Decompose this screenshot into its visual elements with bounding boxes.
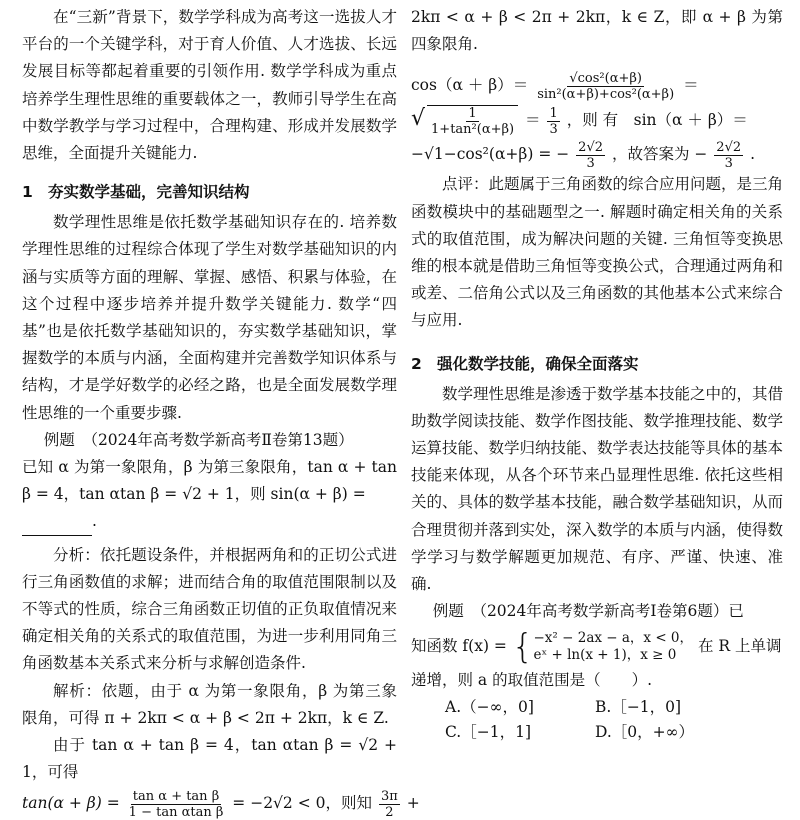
section-2-title: 强化数学技能，确保全面落实 xyxy=(437,354,639,373)
solution-formula-end: + xyxy=(406,794,420,813)
option-a: A.（−∞，0] xyxy=(445,697,534,716)
three-pi-numerator: 3π xyxy=(380,788,398,804)
comment-paragraph: 点评：此题属于三角函数的综合应用问题，是三角函数模块中的基础题型之一. 解题时确定相关角的关系式的取值范围，成为解决问题的关键. 三角恒等变换思维的根本就是借助三角恒等变换公式，合理通过两角和或差、二倍角公式以及三角函数的其他基本公式来综合与应用. xyxy=(411,175,784,330)
sqrt-numerator: 1 xyxy=(468,106,477,122)
answer-denominator-1: 3 xyxy=(586,155,595,171)
answer-formula-line xyxy=(411,137,783,171)
intro-paragraph: 在“三新”背景下，数学学科成为高考这一选拔人才平台的一个关键学科，对于育人价值、人才选拔、长远发展目标等都起着重要的引领作用. 数学学科成为重点培养学生理性思维的重要载体之一，教师引导学生在高中数学教学与学习过程中，合理构建、形成并发展数学思维，全面提升关键能力. xyxy=(22,8,397,163)
example-1-text: 已知 α 为第一象限角，β 为第三象限角，tan α + tan β = 4，tan αtan β = √2 + 1，则 sin(α + β) = xyxy=(22,458,397,504)
example-2-end: 递增，则 a 的取值范围是（ ）. xyxy=(411,671,653,690)
sqrt-icon: √ xyxy=(411,106,426,132)
section-1-heading xyxy=(22,179,397,206)
cos-numerator: √cos²(α+β) xyxy=(569,70,642,86)
section-1-paragraph: 数学理性思维是依托数学基础知识存在的. 培养数学理性思维的过程综合体现了学生对数学基础知识的内涵与实质等方面的理解、掌握、感悟、积累与体验，在这个过程中逐步培养并提升数学关键能力. 数学“四基”也是依托数学基础知识的，夯实数学基础知识，掌握数学的本质与内涵，全面构建并完善数学知识体系与结构，才是学好数学的必经之路，也是全面发展数学理性思维的一个重要步骤. xyxy=(22,213,397,422)
example-1-end: . xyxy=(92,512,97,531)
analysis-paragraph: 分析：依托题设条件，并根据两角和的正切公式进行三角函数值的求解；进而结合角的取值范围限制以及不等式的性质，综合三角函数正切值的正负取值情况来确定相关角的关系式的取值范围，为进一步利用同角三角函数基本关系式来分析与求解创造条件. xyxy=(22,545,397,673)
section-1-number: 1 xyxy=(22,183,33,202)
one-third-denominator: 3 xyxy=(549,121,558,137)
option-c: C.［−1，1] xyxy=(445,722,531,741)
answer-denominator-2: 3 xyxy=(724,155,733,171)
three-pi-denominator: 2 xyxy=(385,804,394,820)
three-pi-over-two xyxy=(379,789,400,820)
case-2: eˣ + ln(x + 1)，x ≥ 0 xyxy=(533,647,677,664)
tan-sum-fraction xyxy=(127,789,226,820)
solution-paragraph: 解析：依题，由于 α 为第一象限角，β 为第三象限角，可得 π + 2kπ < α + β < 2π + 2kπ，k ∈ Z. xyxy=(22,681,397,727)
example-2-function-line xyxy=(411,625,783,667)
answer-numerator-2: 2√2 xyxy=(716,139,742,155)
solution-line-2: 由于 tan α + tan β = 4，tan αtan β = √2 + 1，可得 xyxy=(22,736,397,782)
sin-line-text: −√1−cos²(α+β) = − xyxy=(411,145,570,164)
tan-sum-numerator: tan α + tan β xyxy=(132,788,220,804)
answer-options xyxy=(445,695,783,745)
function-post: 在 R 上单调 xyxy=(697,637,782,656)
answer-text: ，故答案为 − xyxy=(611,145,708,164)
answer-fraction-2 xyxy=(714,140,743,171)
solution-formula-line xyxy=(22,786,420,820)
sqrt-denominator: 1+tan²(α+β) xyxy=(431,122,515,138)
cos-denominator: sin²(α+β)+cos²(α+β) xyxy=(537,86,675,102)
example-2-heading: 例题 （2024年高考数学新高考Ⅰ卷第6题）已 xyxy=(432,602,744,621)
cos-fraction xyxy=(535,71,676,102)
option-b: B.［−1，0] xyxy=(595,697,682,716)
cos-formula-line xyxy=(411,68,783,102)
sqrt-equals: ＝ xyxy=(525,111,541,130)
cos-equals: ＝ xyxy=(683,76,699,95)
example-1-heading: 例题 （2024年高考数学新高考Ⅱ卷第13题） xyxy=(43,430,354,449)
function-lhs: 知函数 f(x) = xyxy=(411,637,507,656)
section-2-paragraph: 数学理性思维是渗透于数学基本技能之中的，其借助数学阅读技能、数学作图技能、数学推理技能、数学运算技能、数学归纳技能、数学表达技能等具体的基本技能来体现，从各个环节来凸显理性思维. 依托这些相关的、具体的数学基本技能，融合数学基础知识，从而合理贯彻并落到实处，深入数学的本质与内涵，使得数学学习与数学解题更加规范、有序、严谨、快速、准确. xyxy=(411,384,784,594)
right-column xyxy=(411,0,783,745)
piecewise-function xyxy=(511,627,694,668)
answer-blank xyxy=(22,521,92,536)
option-d: D.［0，+∞） xyxy=(595,722,695,741)
tan-sum-denominator: 1 − tan αtan β xyxy=(128,804,224,820)
sqrt-fraction xyxy=(427,105,518,137)
answer-end: . xyxy=(750,145,755,164)
section-2-heading xyxy=(411,351,783,378)
sqrt-formula-line xyxy=(411,102,783,137)
brace-icon: { xyxy=(511,627,534,668)
then-sin-text: ，则 有 sin（α ＋ β）＝ xyxy=(566,111,748,130)
piecewise-cases xyxy=(534,630,694,664)
continuation-text: 2kπ < α + β < 2π + 2kπ，k ∈ Z，即 α + β 为第四象限角. xyxy=(411,8,783,54)
one-third-numerator: 1 xyxy=(549,105,558,121)
case-1: −x² − 2ax − a，x < 0， xyxy=(533,630,694,647)
example-1-body xyxy=(22,454,397,508)
cos-lhs: cos（α ＋ β）＝ xyxy=(411,76,529,95)
section-2-number: 2 xyxy=(411,354,422,373)
tan-sum-rhs: = −2√2 < 0，则知 xyxy=(232,794,373,813)
left-column xyxy=(22,0,420,820)
tan-sum-lhs: tan(α + β) = xyxy=(22,794,120,813)
section-1-title: 夯实数学基础，完善知识结构 xyxy=(48,183,250,202)
one-third-fraction xyxy=(547,106,559,137)
answer-fraction-1 xyxy=(576,140,605,171)
example-1-blank-line xyxy=(22,508,397,535)
answer-numerator-1: 2√2 xyxy=(578,139,603,155)
